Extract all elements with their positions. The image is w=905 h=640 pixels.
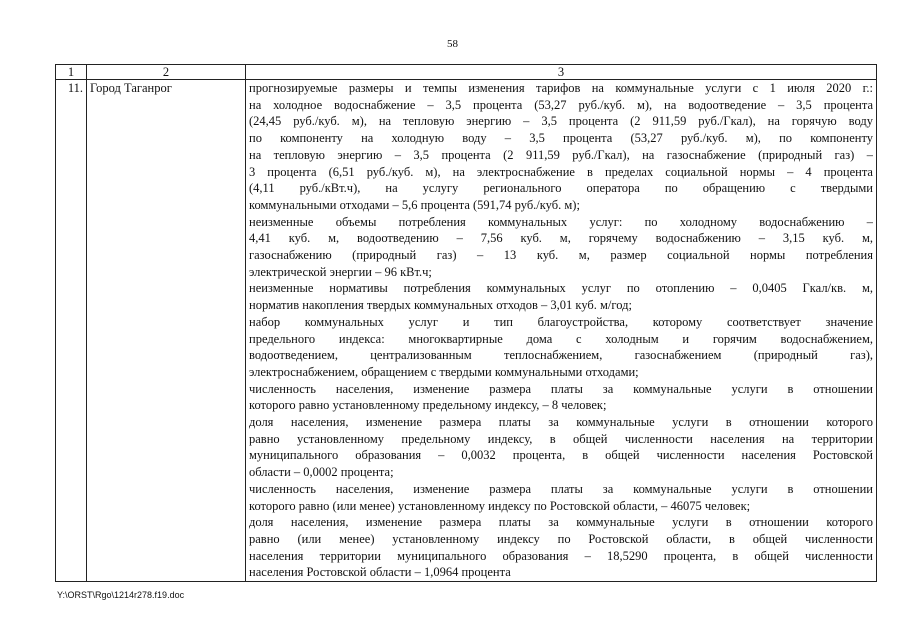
- table-header-row: [56, 65, 877, 80]
- text-line: населения территории муниципального образования – 18,5290 процента, в общей численности: [249, 548, 873, 563]
- text-line: (24,45 руб./куб. м), на тепловую энергию – 3,5 процента (2 911,59 руб./Гкал), на горячую воду: [249, 114, 873, 129]
- text-line: газоснабжению (природный газ) – 13 куб. м, размер социальной нормы потребления: [249, 248, 873, 263]
- text-line: на холодное водоснабжение – 3,5 процента (53,27 руб./куб. м), на водоотведение – 3,5 процента: [249, 97, 873, 112]
- text-line: муниципального образования – 0,0032 процента, в общей численности населения Ростовской: [249, 448, 873, 463]
- text-line: неизменные нормативы потребления коммунальных услуг по отоплению – 0,0405 Гкал/кв. м,: [249, 281, 873, 296]
- column-header-1: 1: [56, 65, 87, 80]
- text-line: неизменные объемы потребления коммунальных услуг: по холодному водоснабжению –: [249, 214, 873, 229]
- text-line: предельного индекса: многоквартирные дома с холодным и горячим водоснабжением,: [249, 331, 873, 346]
- file-path-footer: Y:\ORST\Rgo\1214r278.f19.doc: [57, 590, 185, 600]
- text-line: доля населения, изменение размера платы за коммунальные услуги в отношении которого: [249, 415, 873, 430]
- text-line: населения Ростовской области – 1,0964 процента: [249, 565, 511, 580]
- text-line: равно установленному предельному индексу, в общей численности населения на территории: [249, 431, 873, 446]
- table-row: [56, 80, 877, 582]
- text-line: (4,11 руб./кВт.ч), на услугу регионального оператора по обращению с твердыми: [249, 181, 873, 196]
- text-line: доля населения, изменение размера платы за коммунальные услуги в отношении которого: [249, 515, 873, 530]
- text-line: которого равно (или менее) установленному индексу по Ростовской области, – 46075 человек;: [249, 498, 751, 513]
- column-header-3: 3: [246, 65, 877, 80]
- text-line: электрической энергии – 96 кВт.ч;: [249, 264, 432, 279]
- text-line: на тепловую энергию – 3,5 процента (2 911,59 руб./Гкал), на газоснабжение (природный газ) –: [249, 147, 873, 162]
- page-number: 58: [447, 38, 458, 50]
- text-line: водоотведением, централизованным теплоснабжением, газоснабжением (природный газ),: [249, 348, 873, 363]
- municipality-name: Город Таганрог: [87, 80, 246, 582]
- text-line: 3 процента (6,51 руб./куб. м), на электроснабжение в пределах социальной нормы – 4 процента: [249, 164, 873, 179]
- text-line: норматив накопления твердых коммунальных отходов – 3,01 куб. м/год;: [249, 298, 632, 313]
- row-number: 11.: [56, 80, 87, 582]
- tariff-description: [246, 80, 877, 582]
- text-line: области – 0,0002 процента;: [249, 465, 394, 480]
- text-line: по компоненту на холодную воду – 3,5 процента (53,27 руб./куб. м), по компоненту: [249, 131, 873, 146]
- text-line: прогнозируемые размеры и темпы изменения тарифов на коммунальные услуги с 1 июля 2020 г.:: [249, 81, 873, 95]
- text-line: равно (или менее) установленному индексу по Ростовской области, в общей численности: [249, 531, 873, 546]
- tariff-table: [55, 64, 877, 582]
- text-line: численность населения, изменение размера платы за коммунальные услуги в отношении: [249, 381, 873, 396]
- text-line: 4,41 куб. м, водоотведению – 7,56 куб. м, горячему водоснабжению – 3,15 куб. м,: [249, 231, 873, 246]
- text-line: которого равно установленному предельному индексу, – 8 человек;: [249, 398, 607, 413]
- column-header-2: 2: [87, 65, 246, 80]
- text-line: электроснабжением, обращением с твердыми коммунальными отходами;: [249, 364, 639, 379]
- text-line: набор коммунальных услуг и тип благоустройства, которому соответствует значение: [249, 314, 873, 329]
- text-line: численность населения, изменение размера платы за коммунальные услуги в отношении: [249, 481, 873, 496]
- text-line: коммунальными отходами – 5,6 процента (591,74 руб./куб. м);: [249, 197, 580, 212]
